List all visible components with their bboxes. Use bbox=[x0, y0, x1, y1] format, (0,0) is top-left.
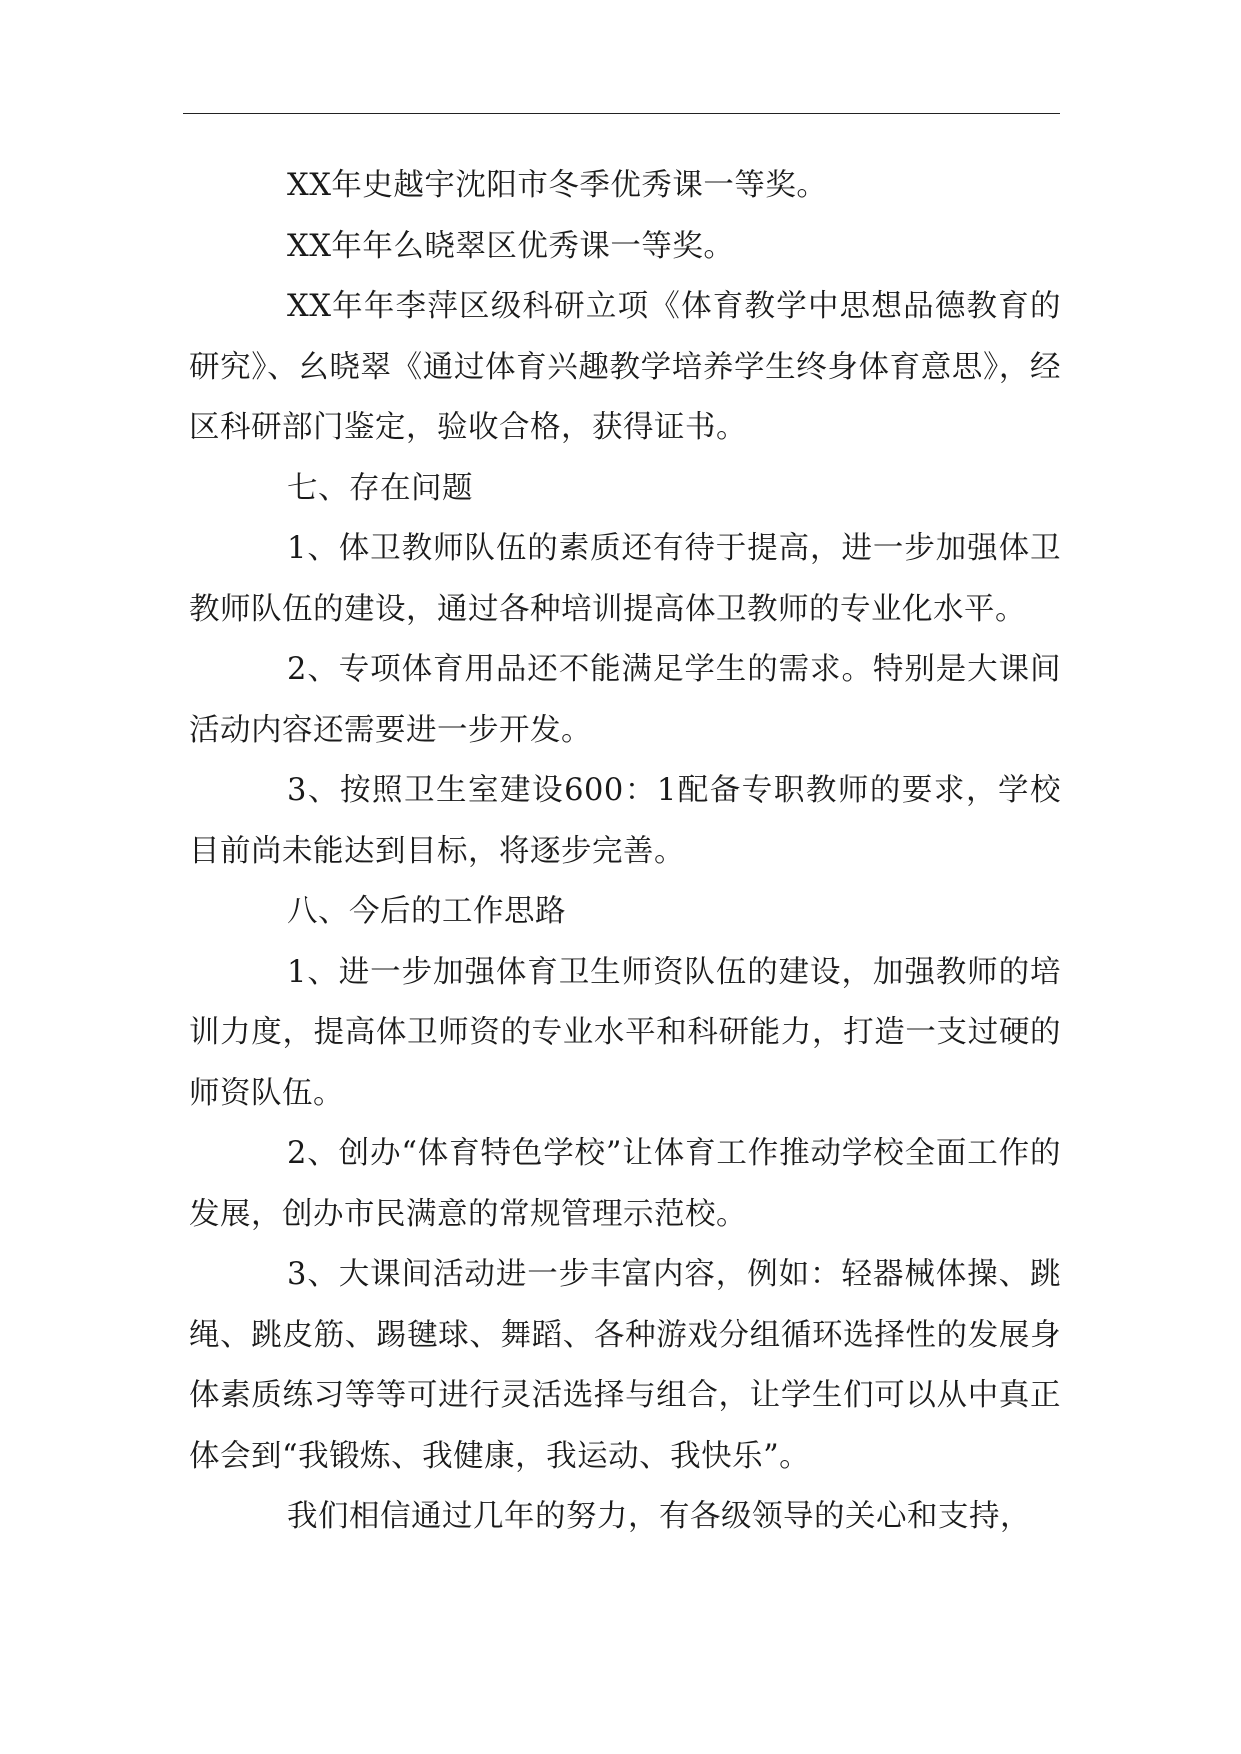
paragraph-problem-2: 2、专项体育用品还不能满足学生的需求。特别是大课间活动内容还需要进一步开发。 bbox=[189, 652, 1061, 748]
paragraph-problem-3: 3、按照卫生室建设600：1配备专职教师的要求，学校目前尚未能达到目标，将逐步完善。 bbox=[189, 773, 1061, 869]
paragraph-plan-3: 3、大课间活动进一步丰富内容，例如：轻器械体操、跳绳、跳皮筋、踢毽球、舞蹈、各种游戏分组循环选择性的发展身体素质练习等等可进行灵活选择与组合，让学生们可以从中真正体会到“我锻炼、我健康，我运动、我快乐”。 bbox=[189, 1257, 1061, 1474]
paragraph-closing: 我们相信通过几年的努力，有各级领导的关心和支持， bbox=[287, 1499, 1031, 1534]
paragraph-plan-1: 1、进一步加强体育卫生师资队伍的建设，加强教师的培训力度，提高体卫师资的专业水平和科研能力，打造一支过硬的师资队伍。 bbox=[189, 954, 1061, 1111]
paragraph-problem-1: 1、体卫教师队伍的素质还有待于提高，进一步加强体卫教师队伍的建设，通过各种培训提高体卫教师的专业化水平。 bbox=[189, 531, 1061, 627]
document-body bbox=[189, 156, 1061, 1548]
section-heading-future-work: 八、今后的工作思路 bbox=[287, 894, 566, 929]
paragraph-plan-2: 2、创办“体育特色学校”让体育工作推动学校全面工作的发展，创办市民满意的常规管理示范校。 bbox=[189, 1136, 1061, 1232]
paragraph-award-1: XX年史越宇沈阳市冬季优秀课一等奖。 bbox=[287, 168, 828, 203]
paragraph-research-project: XX年年李萍区级科研立项《体育教学中思想品德教育的研究》、幺晓翠《通过体育兴趣教学培养学生终身体育意思》，经区科研部门鉴定，验收合格，获得证书。 bbox=[189, 289, 1061, 445]
header-rule bbox=[183, 113, 1060, 114]
paragraph-award-2: XX年年么晓翠区优秀课一等奖。 bbox=[287, 228, 735, 264]
section-heading-problems: 七、存在问题 bbox=[287, 470, 473, 506]
